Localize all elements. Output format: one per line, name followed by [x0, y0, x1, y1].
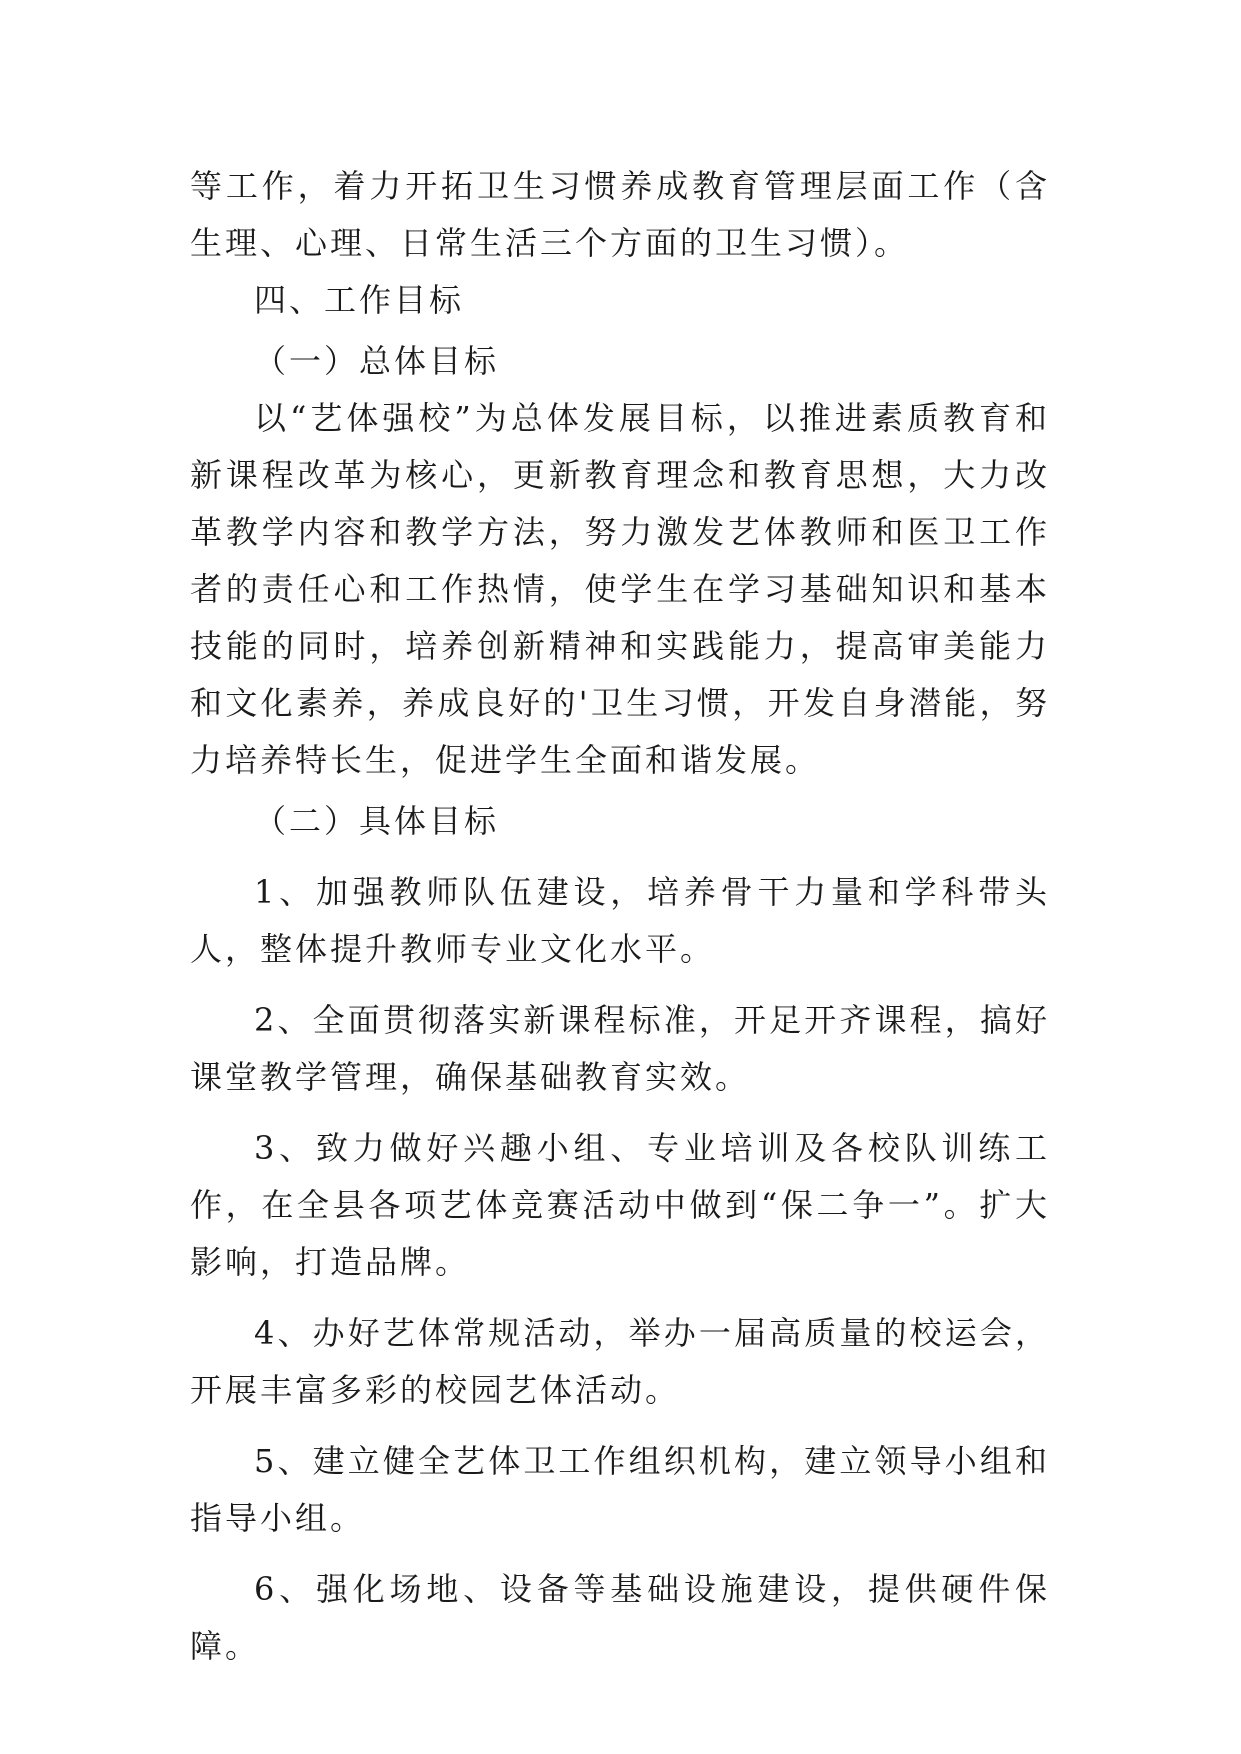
goal-item-1: 1、加强教师队伍建设，培养骨干力量和学科带头人，整体提升教师专业文化水平。	[190, 873, 1050, 968]
subheading-overall-goal: （一）总体目标	[254, 342, 500, 380]
paragraph-overall-goal: 以“艺体强校”为总体发展目标，以推进素质教育和新课程改革为核心，更新教育理念和教育思想，大力改革教学内容和教学方法，努力激发艺体教师和医卫工作者的责任心和工作热情，使学生在学习基础知识和基本技能的同时，培养创新精神和实践能力，提高审美能力和文化素养，养成良好的'卫生习惯，开发自身潜能，努力培养特长生，促进学生全面和谐发展。	[190, 399, 1050, 779]
goal-item-2: 2、全面贯彻落实新课程标准，开足开齐课程，搞好课堂教学管理，确保基础教育实效。	[190, 1001, 1050, 1096]
section-heading-work-goals: 四、工作目标	[254, 281, 465, 319]
subheading-specific-goals: （二）具体目标	[254, 802, 500, 840]
goal-item-5: 5、建立健全艺体卫工作组织机构，建立领导小组和指导小组。	[190, 1442, 1050, 1537]
goal-item-4: 4、办好艺体常规活动，举办一届高质量的校运会，开展丰富多彩的校园艺体活动。	[190, 1314, 1050, 1409]
document-body	[190, 158, 1050, 1675]
paragraph-continued: 等工作，着力开拓卫生习惯养成教育管理层面工作（含生理、心理、日常生活三个方面的卫生习惯）。	[190, 167, 1050, 262]
goal-item-3: 3、致力做好兴趣小组、专业培训及各校队训练工作，在全县各项艺体竞赛活动中做到“保二争一”。扩大影响，打造品牌。	[190, 1129, 1050, 1281]
goal-item-6: 6、强化场地、设备等基础设施建设，提供硬件保障。	[190, 1570, 1050, 1665]
